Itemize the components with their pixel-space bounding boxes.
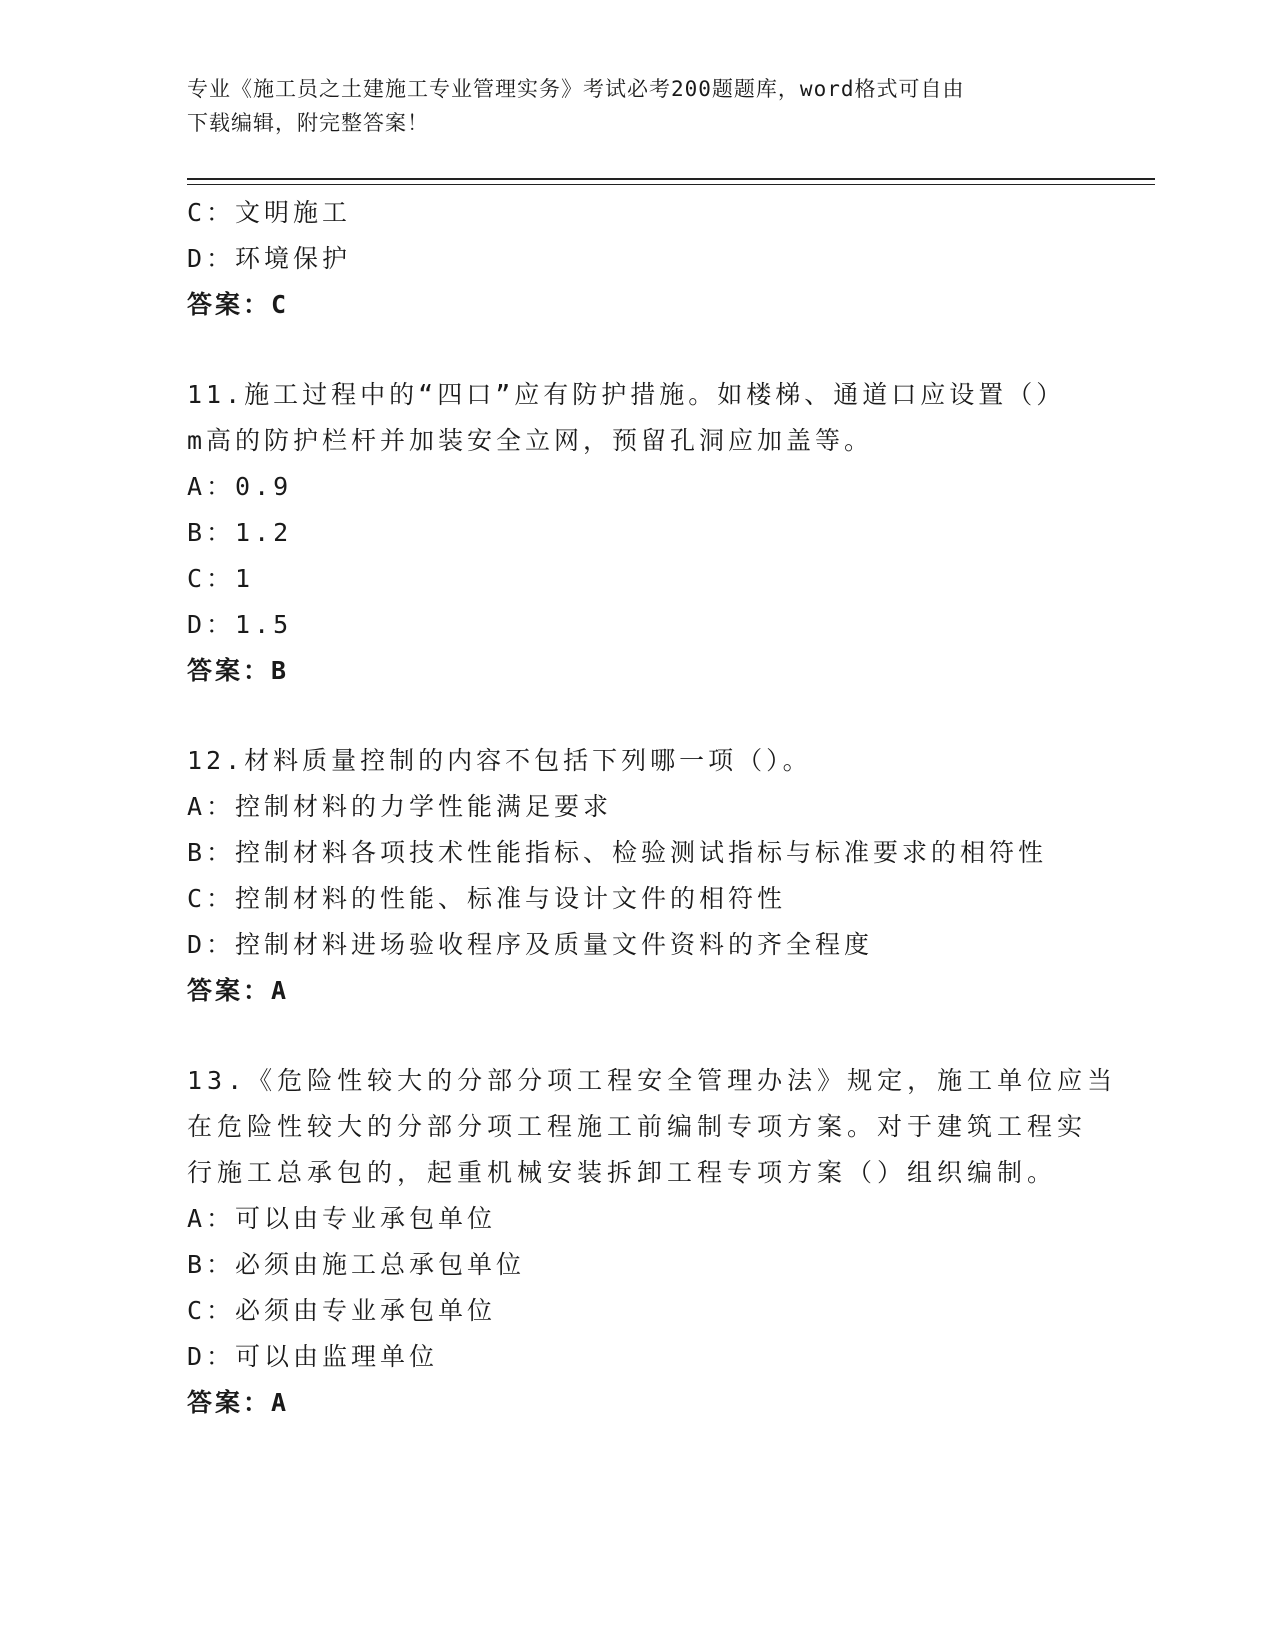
question-text-line: 行施工总承包的，起重机械安装拆卸工程专项方案（）组织编制。 <box>187 1158 1058 1187</box>
question-text-line: 在危险性较大的分部分项工程施工前编制专项方案。对于建筑工程实 <box>187 1112 1088 1141</box>
header-divider-thick <box>187 178 1155 180</box>
question-block-12 <box>187 738 1087 1014</box>
answer-label: 答案：A <box>187 1388 290 1417</box>
answer-label: 答案：A <box>187 976 290 1005</box>
header-line-1: 专业《施工员之土建施工专业管理实务》考试必考200题题库，word格式可自由 <box>187 77 965 101</box>
question-block-11 <box>187 372 1087 694</box>
answer-label: 答案：C <box>187 290 290 319</box>
question-text-line: 11.施工过程中的“四口”应有防护措施。如楼梯、通道口应设置（） <box>187 380 1066 409</box>
question-content <box>187 190 1118 1426</box>
header-line-2: 下载编辑，附完整答案！ <box>187 111 429 135</box>
option-a: A：可以由专业承包单位 <box>187 1204 497 1233</box>
document-header <box>187 72 1087 140</box>
option-c: C：必须由专业承包单位 <box>187 1296 497 1325</box>
question-text-line: 13.《危险性较大的分部分项工程安全管理办法》规定，施工单位应当 <box>187 1066 1118 1095</box>
option-d: D：控制材料进场验收程序及质量文件资料的齐全程度 <box>187 930 874 959</box>
question-block-13 <box>187 1058 1118 1426</box>
header-divider-thin <box>187 184 1155 185</box>
option-b: B：控制材料各项技术性能指标、检验测试指标与标准要求的相符性 <box>187 838 1048 867</box>
option-b: B：1.2 <box>187 518 293 547</box>
question-text-line: 12.材料质量控制的内容不包括下列哪一项（）。 <box>187 746 812 775</box>
option-c: C：控制材料的性能、标准与设计文件的相符性 <box>187 884 787 913</box>
option-d: D：可以由监理单位 <box>187 1342 439 1371</box>
option-c: C：1 <box>187 564 255 593</box>
answer-label: 答案：B <box>187 656 290 685</box>
option-d: D：1.5 <box>187 610 293 639</box>
option-b: B：必须由施工总承包单位 <box>187 1250 526 1279</box>
option-c: C：文明施工 <box>187 198 352 227</box>
question-text-line: m高的防护栏杆并加装安全立网，预留孔洞应加盖等。 <box>187 426 874 455</box>
option-d: D：环境保护 <box>187 244 352 273</box>
question-block-10-continued <box>187 190 1087 328</box>
option-a: A：0.9 <box>187 472 293 501</box>
option-a: A：控制材料的力学性能满足要求 <box>187 792 613 821</box>
